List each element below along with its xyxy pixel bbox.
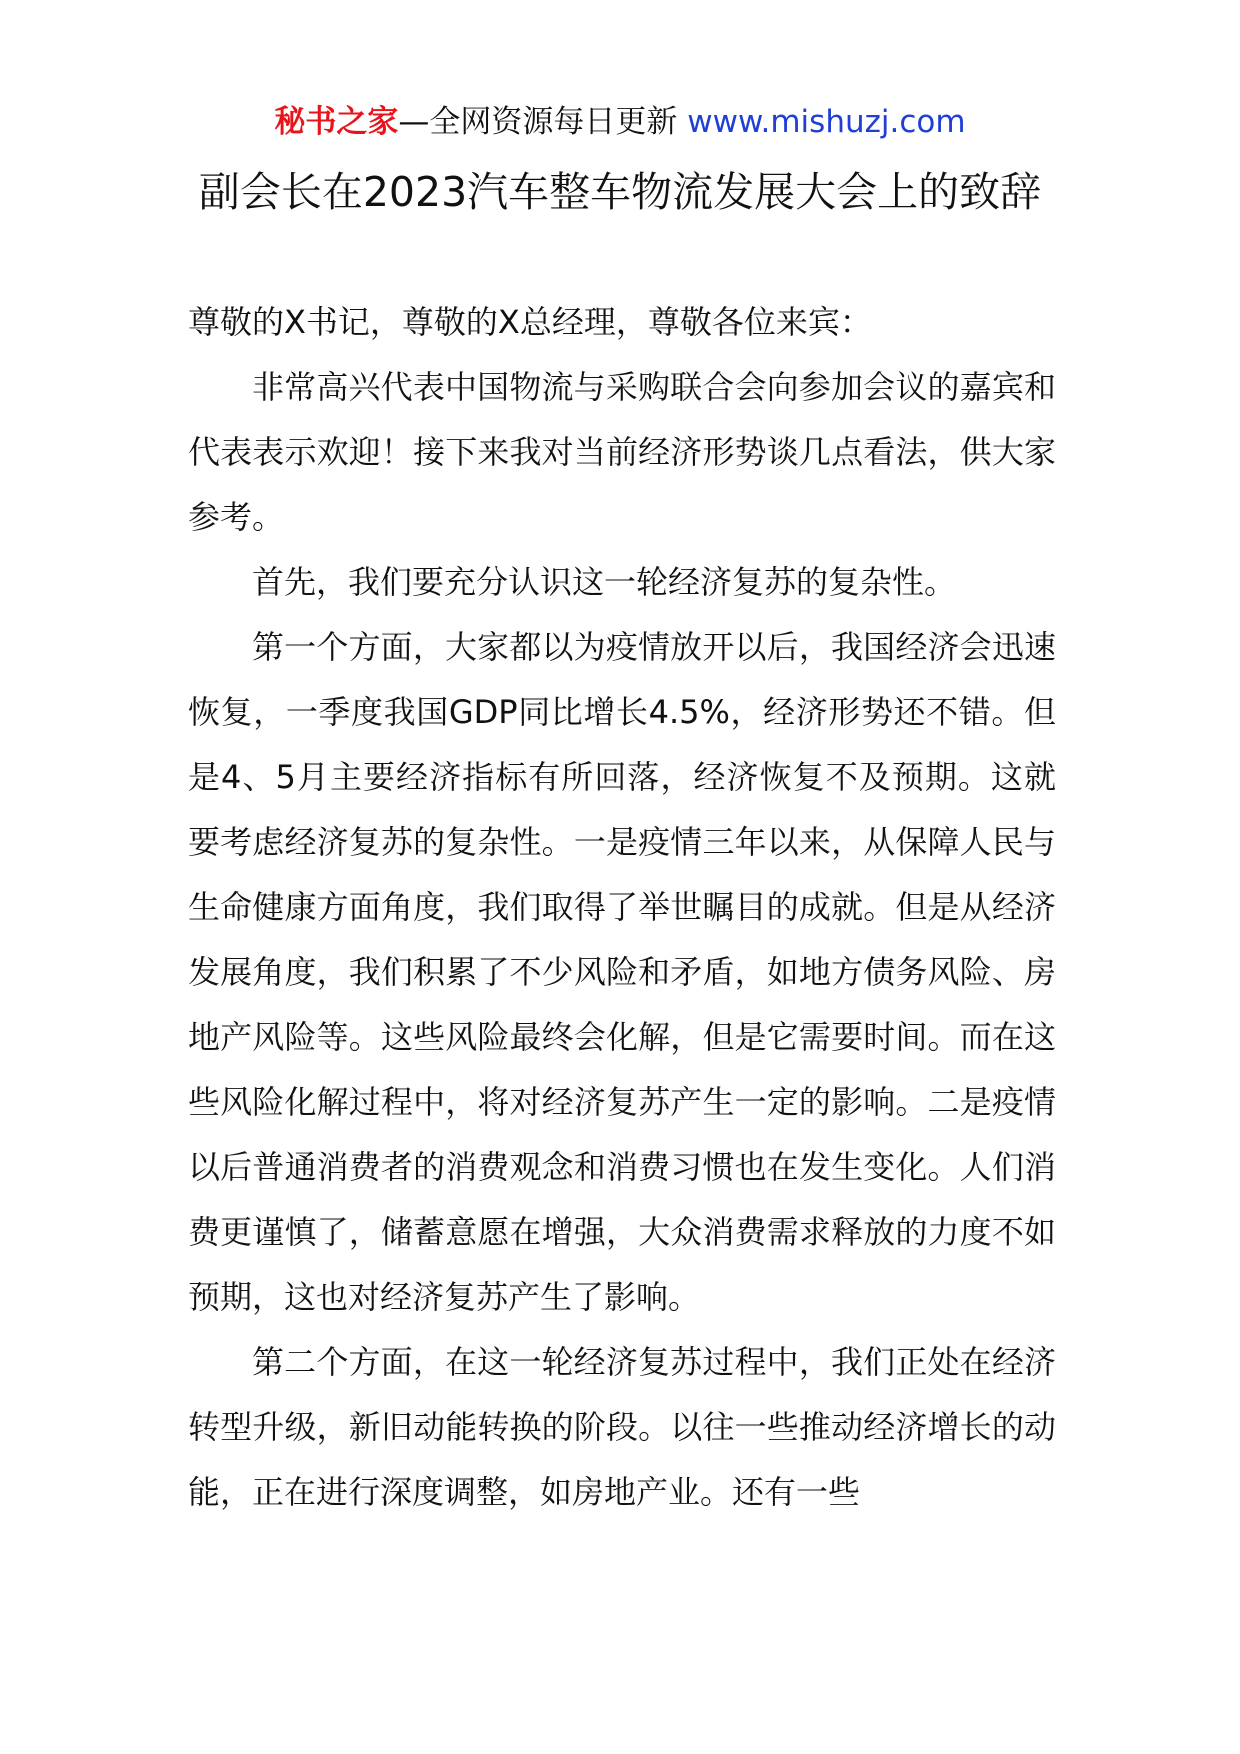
paragraph: 第一个方面，大家都以为疫情放开以后，我国经济会迅速恢复，一季度我国GDP同比增长4.5%，经济形势还不错。但是4、5月主要经济指标有所回落，经济恢复不及预期。这就要考虑经济复苏的复杂性。一是疫情三年以来，从保障人民与生命健康方面角度，我们取得了举世瞩目的成就。但是从经济发展角度，我们积累了不少风险和矛盾，如地方债务风险、房地产风险等。这些风险最终会化解，但是它需要时间。而在这些风险化解过程中，将对经济复苏产生一定的影响。二是疫情以后普通消费者的消费观念和消费习惯也在发生变化。人们消费更谨慎了，储蓄意愿在增强，大众消费需求释放的力度不如预期，这也对经济复苏产生了影响。 bbox=[188, 628, 1056, 1316]
paragraph: 首先，我们要充分认识这一轮经济复苏的复杂性。 bbox=[252, 563, 957, 601]
salutation: 尊敬的X书记，尊敬的X总经理，尊敬各位来宾： bbox=[188, 303, 872, 341]
paragraph: 第二个方面，在这一轮经济复苏过程中，我们正处在经济转型升级，新旧动能转换的阶段。以往一些推动经济增长的动能，正在进行深度调整，如房地产业。还有一些 bbox=[188, 1343, 1056, 1511]
paragraph: 非常高兴代表中国物流与采购联合会向参加会议的嘉宾和代表表示欢迎！接下来我对当前经济形势谈几点看法，供大家参考。 bbox=[188, 368, 1056, 536]
document-body bbox=[188, 290, 1056, 1525]
site-url-link[interactable]: www.mishuzj.com bbox=[687, 104, 966, 140]
site-tagline: —全网资源每日更新 bbox=[398, 104, 678, 140]
site-brand: 秘书之家 bbox=[274, 104, 399, 140]
site-header bbox=[0, 100, 1240, 144]
document-title: 副会长在2023汽车整车物流发展大会上的致辞 bbox=[198, 168, 1042, 216]
